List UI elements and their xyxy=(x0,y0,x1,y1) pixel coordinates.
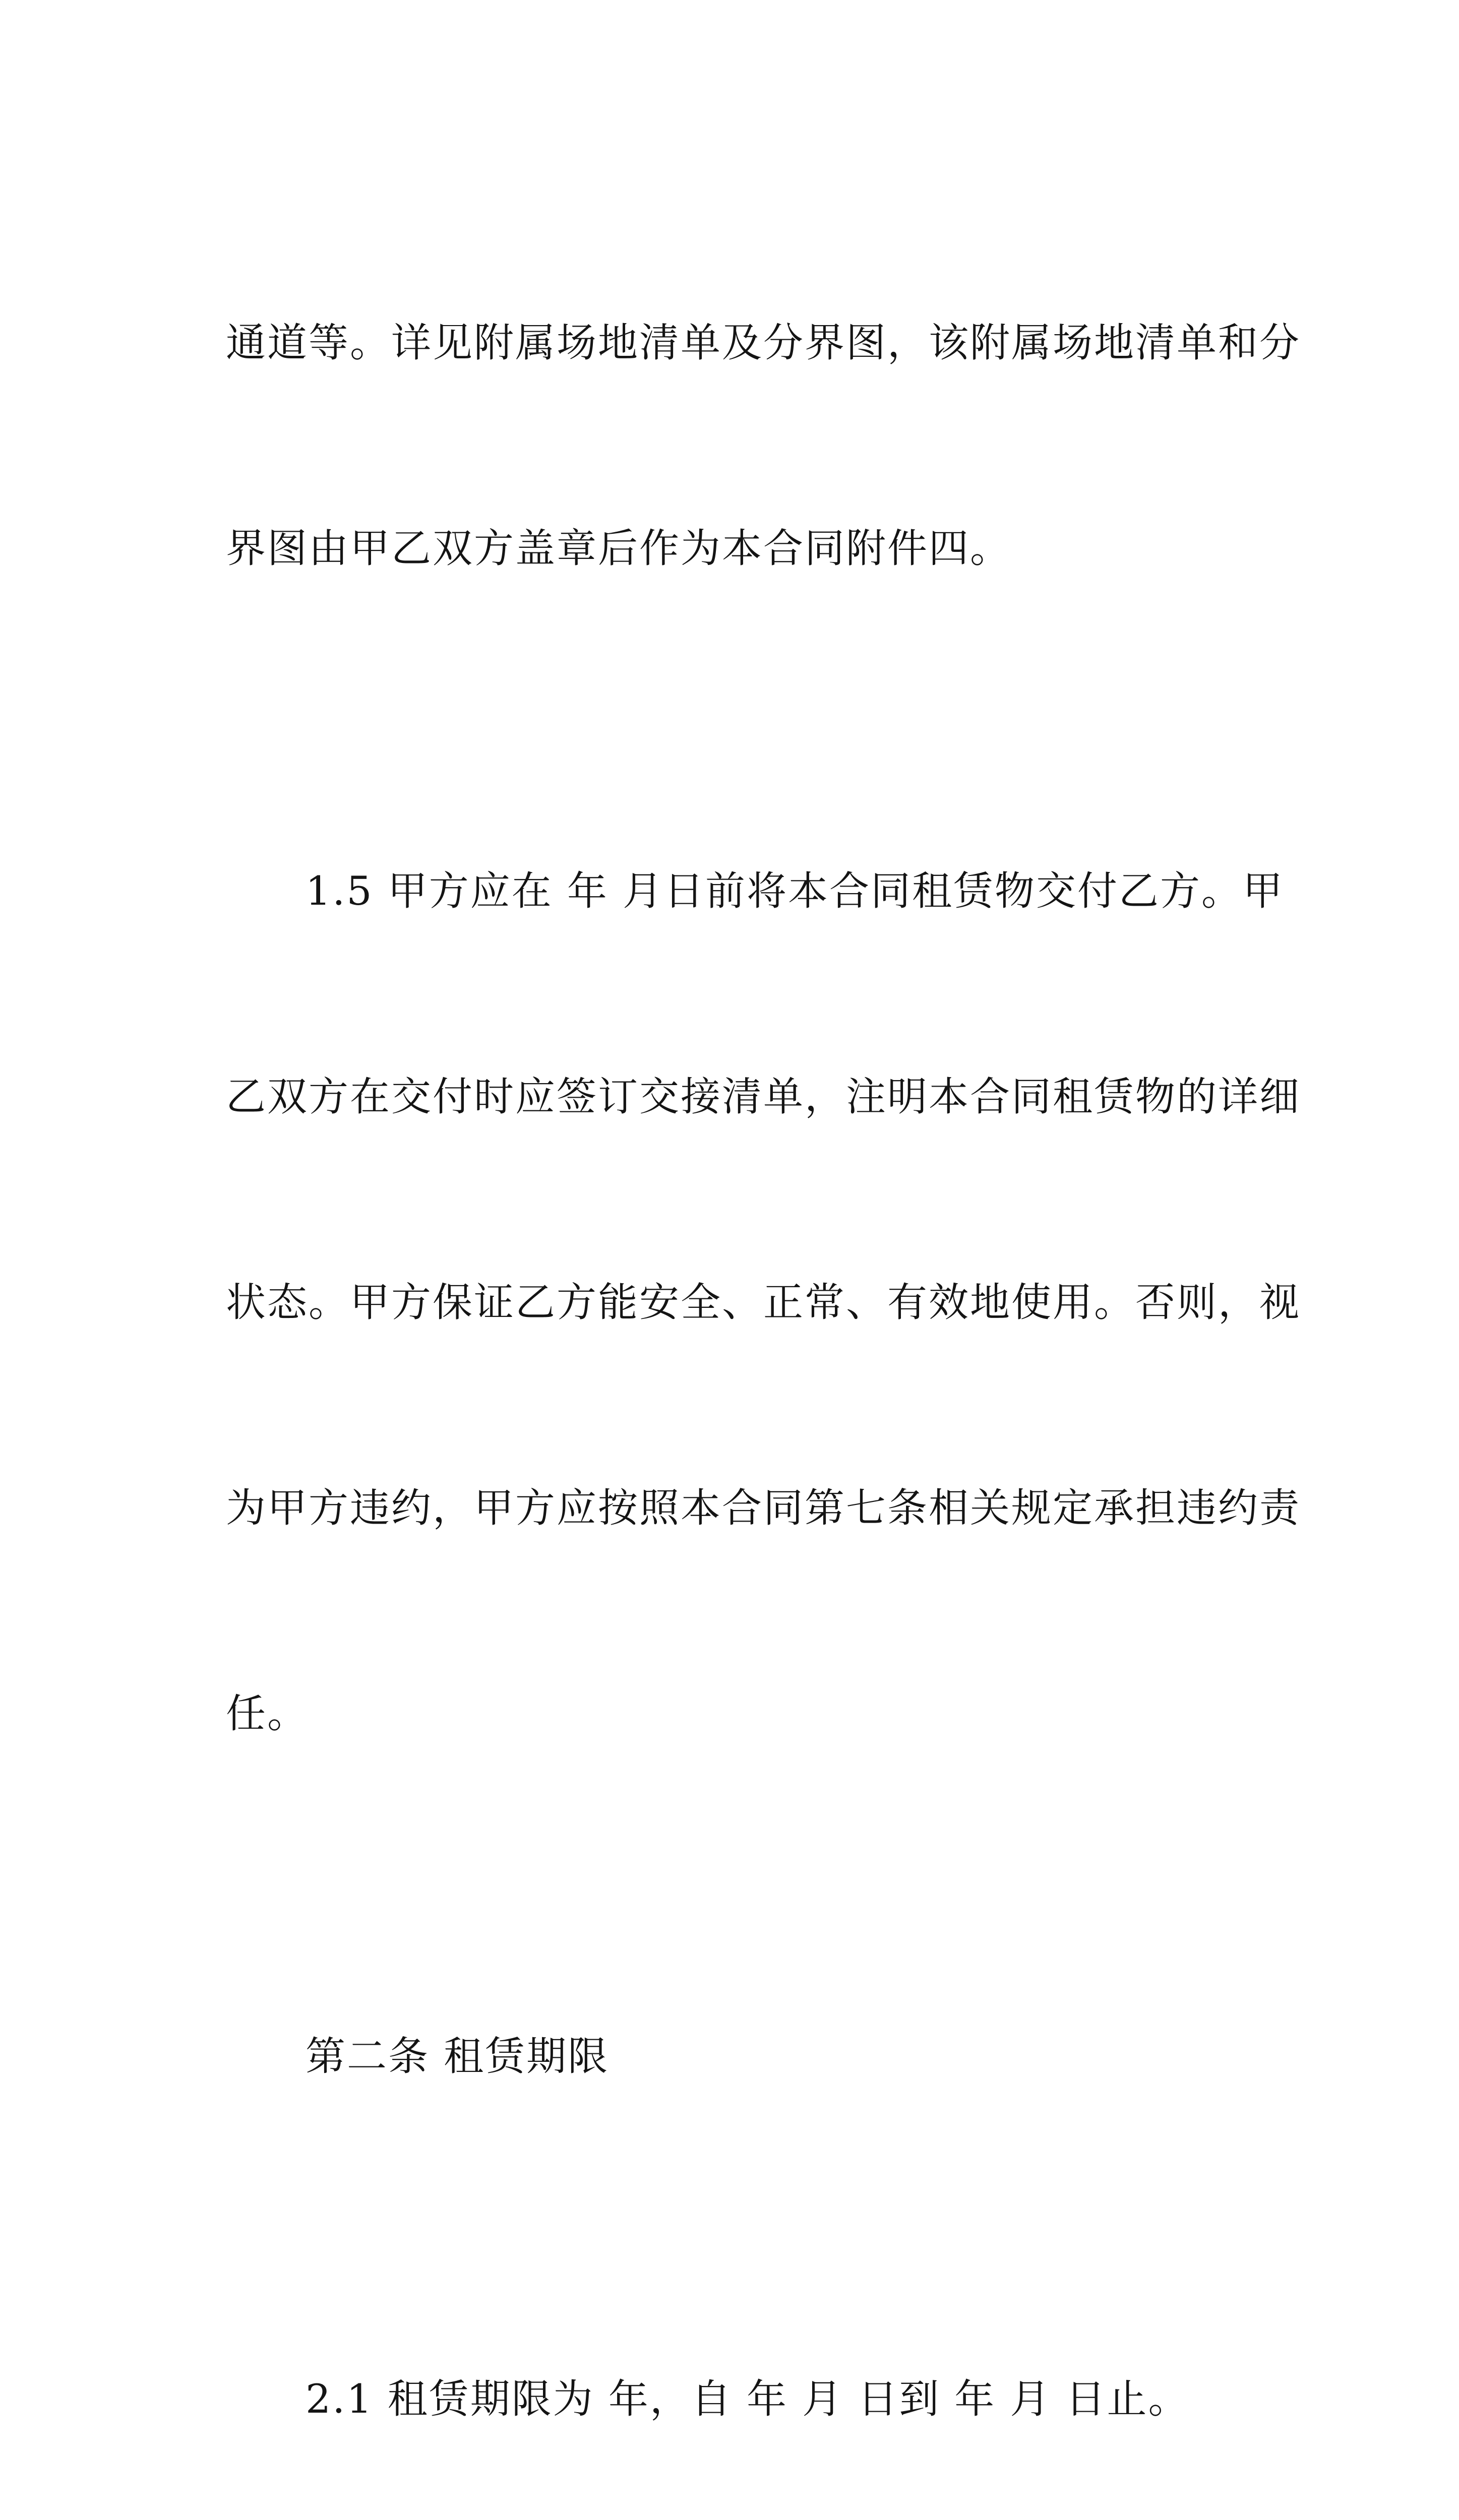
text-line: 2.1 租赁期限为 年，自 年 月 日到 年 月 日止。 xyxy=(306,2376,1190,2422)
paragraph-attachment-area xyxy=(226,171,1301,720)
section-heading-article-2 xyxy=(226,1885,1239,2228)
paragraph-clause-1-5 xyxy=(226,720,1301,1885)
text-line: 界图由甲乙双方盖章后作为本合同附件四。 xyxy=(226,525,1011,572)
section-heading: 第二条 租赁期限 xyxy=(306,2033,610,2080)
text-line: 通道等。详见附属场地清单及分界图，该附属场地清单和分 xyxy=(226,320,1301,366)
text-line: 任。 xyxy=(226,1690,309,1737)
document-body xyxy=(226,171,1301,2520)
paragraph-clause-2-1 xyxy=(226,2228,1239,2520)
text-line: 状态。甲方保证乙方能安全、正常、有效地使用。否则，视 xyxy=(226,1279,1301,1326)
text-line: 为甲方违约，甲方应按照本合同第七条相关规定承担违约责 xyxy=(226,1485,1301,1531)
text-line: 乙双方在交付时应签订交接清单，注明本合同租赁物的详细 xyxy=(226,1074,1301,1120)
text-line: 1.5 甲方应在 年 月日前将本合同租赁物交付乙方。甲 xyxy=(306,868,1284,914)
